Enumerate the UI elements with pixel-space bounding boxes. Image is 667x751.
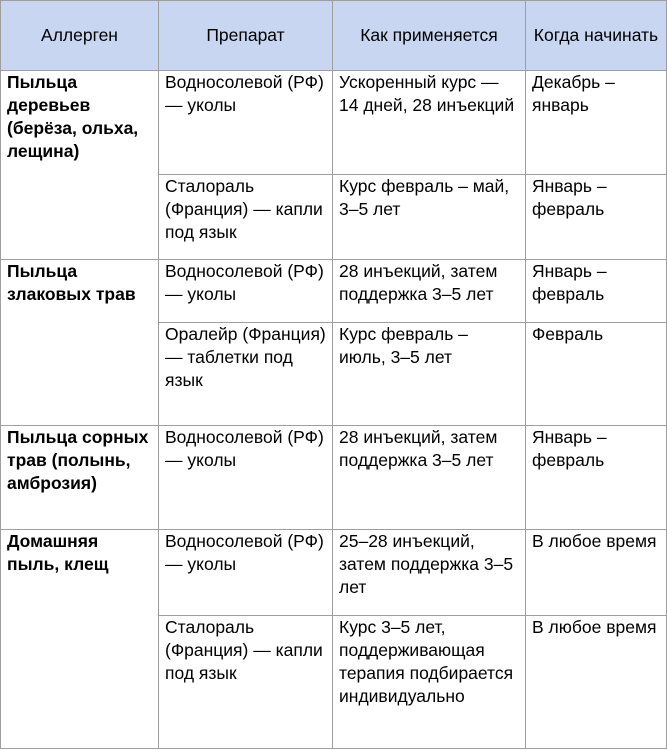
drug-cell: Сталораль (Франция) — капли под язык [159,616,333,749]
start-cell: Январь – февраль [526,260,667,323]
usage-cell: 25–28 инъекций, затем поддержка 3–5 лет [333,530,526,616]
usage-cell: Ускоренный курс — 14 дней, 28 инъекций [333,71,526,175]
usage-cell: 28 инъекций, затем поддержка 3–5 лет [333,260,526,323]
start-cell: В любое время [526,530,667,616]
usage-cell: Курс 3–5 лет, поддерживающая терапия подбирается индивидуально [333,616,526,749]
table-row [1,71,667,175]
table-row [1,426,667,530]
usage-cell: 28 инъекций, затем поддержка 3–5 лет [333,426,526,530]
table-row [1,530,667,616]
start-cell: В любое время [526,616,667,749]
allergen-cell: Домашняя пыль, клещ [1,530,159,749]
drug-cell: Водносолевой (РФ) — уколы [159,71,333,175]
drug-cell: Водносолевой (РФ) — уколы [159,260,333,323]
drug-cell: Оралейр (Франция) — таблетки под язык [159,323,333,426]
start-cell: Декабрь – январь [526,71,667,175]
table-row [1,260,667,323]
start-cell: Январь – февраль [526,175,667,260]
table-body [1,71,667,749]
allergen-cell: Пыльца сорных трав (полынь, амброзия) [1,426,159,530]
drug-cell: Водносолевой (РФ) — уколы [159,426,333,530]
drug-cell: Сталораль (Франция) — капли под язык [159,175,333,260]
start-cell: Январь – февраль [526,426,667,530]
header-start: Когда начинать [526,1,667,71]
header-usage: Как применяется [333,1,526,71]
usage-cell: Курс февраль – май, 3–5 лет [333,175,526,260]
allergen-cell: Пыльца деревьев (берёза, ольха, лещина) [1,71,159,260]
header-row [1,1,667,71]
header-allergen: Аллерген [1,1,159,71]
drug-cell: Водносолевой (РФ) — уколы [159,530,333,616]
usage-cell: Курс февраль – июль, 3–5 лет [333,323,526,426]
header-drug: Препарат [159,1,333,71]
start-cell: Февраль [526,323,667,426]
table-header [1,1,667,71]
allergen-cell: Пыльца злаковых трав [1,260,159,426]
